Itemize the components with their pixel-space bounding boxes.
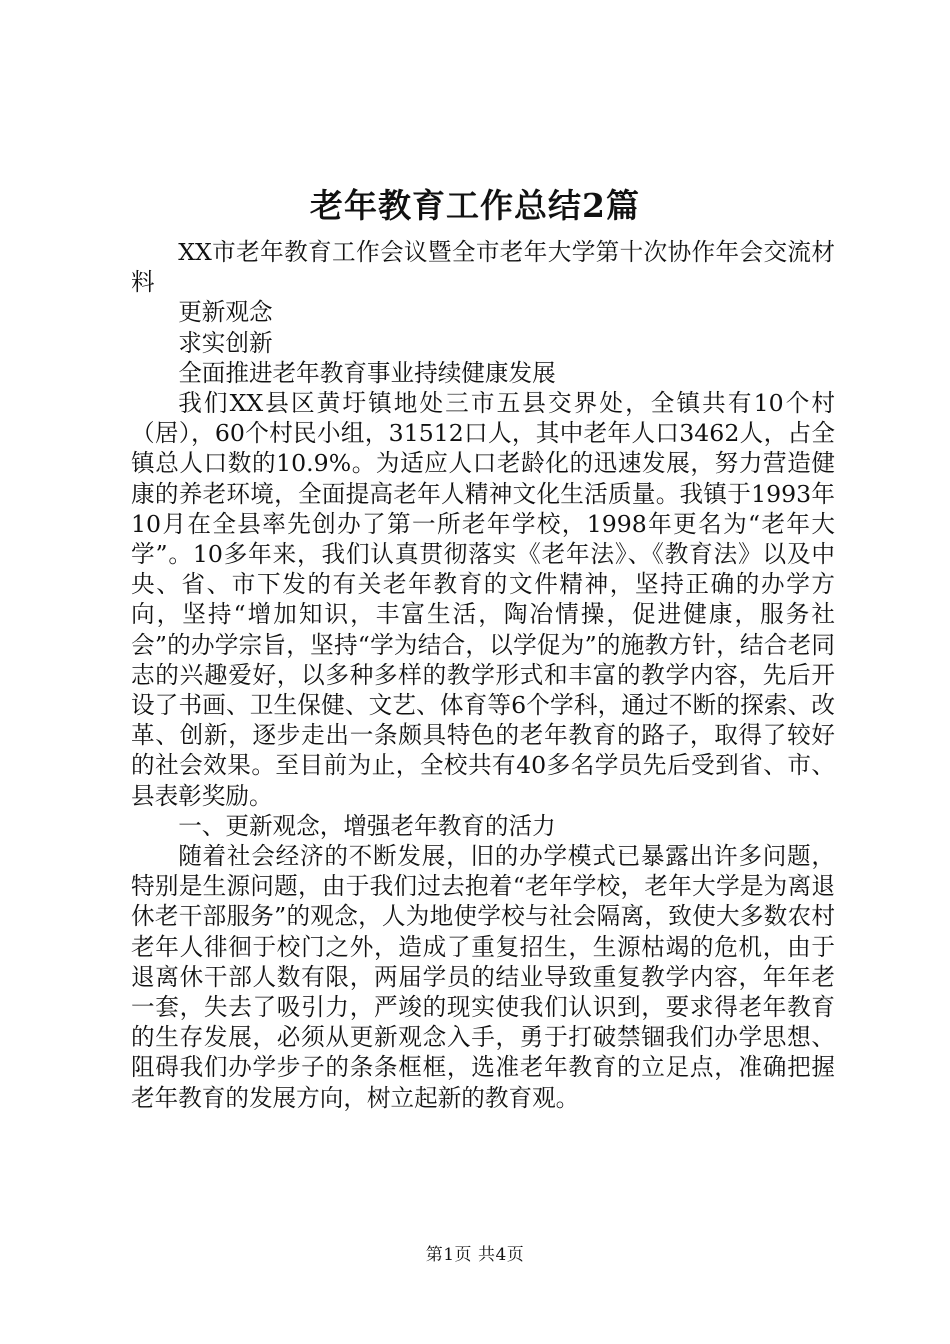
subtitle-line-2: 求实创新 [178, 328, 273, 357]
document-title: 老年教育工作总结2篇 [310, 186, 640, 225]
subtitle-line-1: 更新观念 [178, 298, 273, 327]
document-body [131, 237, 835, 1113]
section-heading: 一、更新观念，增强老年教育的活力 [178, 811, 556, 840]
page-footer: 第1页 共4页 [425, 1245, 525, 1265]
body-paragraph: 随着社会经济的不断发展，旧的办学模式已暴露出许多问题，特别是生源问题，由于我们过去抱着“老年学校，老年大学是为离退休老干部服务”的观念，人为地使学校与社会隔离，致使大多数农村老年人徘徊于校门之外，造成了重复招生，生源枯竭的危机，由于退离休干部人数有限，两届学员的结业导致重复教学内容，年年老一套，失去了吸引力，严竣的现实使我们认识到，要求得老年教育的生存发展，必须从更新观念入手，勇于打破禁锢我们办学思想、阻碍我们办学步子的条条框框，选准老年教育的立足点，准确把握老年教育的发展方向，树立起新的教育观。 [131, 842, 835, 1112]
body-paragraph: 我们XX县区黄圩镇地处三市五县交界处，全镇共有10个村（居），60个村民小组，31512口人，其中老年人口3462人，占全镇总人口数的10.9%。为适应人口老龄化的迅速发展，努力营造健康的养老环境，全面提高老年人精神文化生活质量。我镇于1993年10月在全县率先创办了第一所老年学校，1998年更名为“老年大学”。10多年来，我们认真贯彻落实《老年法》、《教育法》以及中央、省、市下发的有关老年教育的文件精神，坚持正确的办学方向，坚持“增加知识，丰富生活，陶冶情操，促进健康，服务社会”的办学宗旨，坚持“学为结合，以学促为”的施教方针，结合老同志的兴趣爱好，以多种多样的教学形式和丰富的教学内容，先后开设了书画、卫生保健、文艺、体育等6个学科，通过不断的探索、改革、创新，逐步走出一条颇具特色的老年教育的路子，取得了较好的社会效果。至目前为止，全校共有40多名学员先后受到省、市、县表彰奖励。 [131, 389, 835, 810]
subtitle-line-3: 全面推进老年教育事业持续健康发展 [178, 358, 556, 387]
intro-line: XX市老年教育工作会议暨全市老年大学第十次协作年会交流材料 [131, 238, 835, 297]
